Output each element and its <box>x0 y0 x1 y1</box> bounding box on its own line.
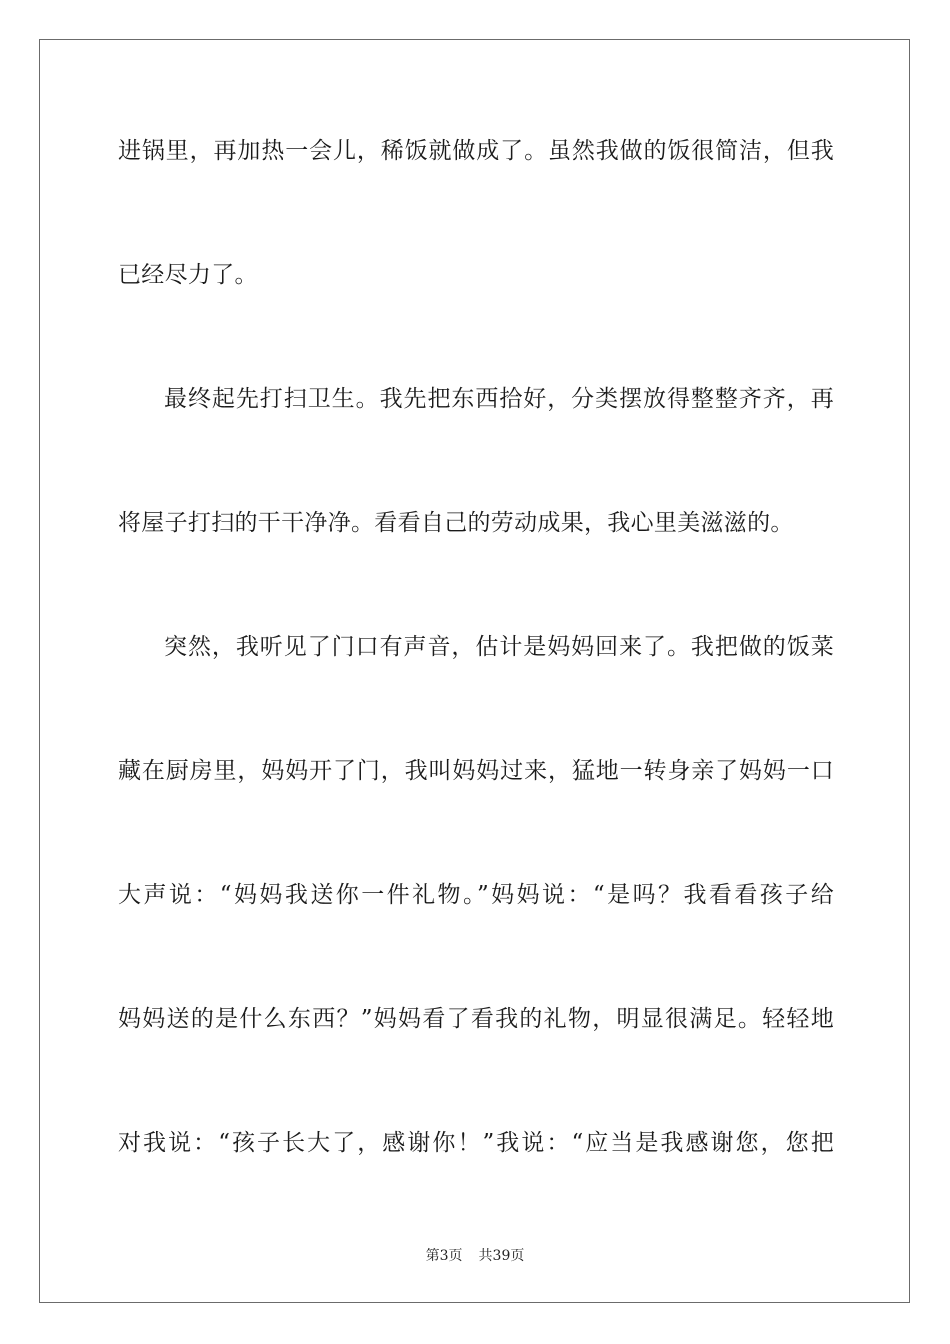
paragraph-line: 妈妈送的是什么东西？”妈妈看了看我的礼物，明显很满足。轻轻地 <box>118 1006 834 1032</box>
page-number: 第3页 <box>425 1248 463 1264</box>
paragraph-line: 最终起先打扫卫生。我先把东西拾好，分类摆放得整整齐齐，再 <box>164 386 834 412</box>
paragraph-line: 已经尽力了。 <box>118 262 258 288</box>
page-footer <box>0 1246 950 1266</box>
page-frame <box>39 39 910 1303</box>
paragraph-line: 将屋子打扫的干干净净。看看自己的劳动成果，我心里美滋滋的。 <box>118 510 794 536</box>
paragraph-line: 进锅里，再加热一会儿，稀饭就做成了。虽然我做的饭很简洁，但我 <box>118 138 834 164</box>
page-total: 共39页 <box>478 1248 525 1264</box>
paragraph-line: 对我说：“孩子长大了，感谢你！”我说：“应当是我感谢您，您把 <box>118 1130 834 1156</box>
paragraph-line: 突然，我听见了门口有声音，估计是妈妈回来了。我把做的饭菜 <box>164 634 834 660</box>
paragraph-line: 大声说：“妈妈我送你一件礼物。”妈妈说：“是吗？我看看孩子给 <box>118 882 834 908</box>
paragraph-line: 藏在厨房里，妈妈开了门，我叫妈妈过来，猛地一转身亲了妈妈一口 <box>118 758 834 784</box>
